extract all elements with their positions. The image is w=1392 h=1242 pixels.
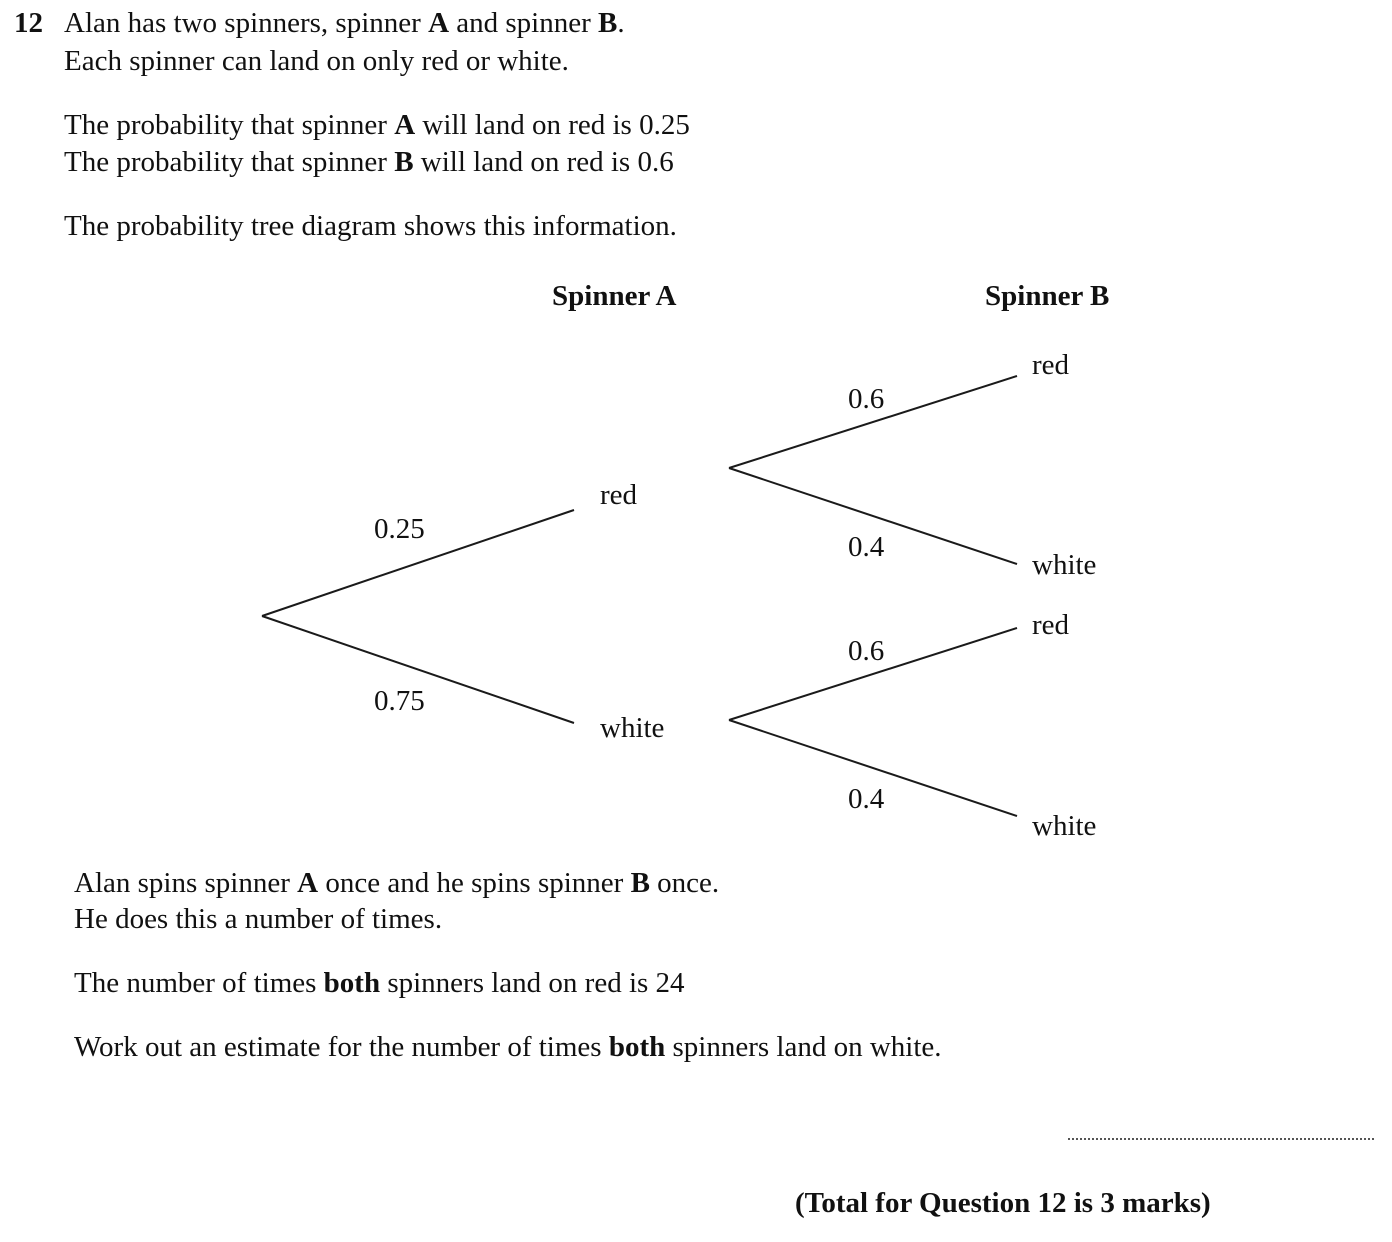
header-spinner-b: Spinner B — [985, 280, 1110, 312]
spin-line-1: Alan spins spinner A once and he spins spinner B once. — [74, 867, 720, 899]
label-red-then-red: red — [1032, 349, 1070, 381]
spin-line-2: He does this a number of times. — [74, 903, 443, 935]
label-white-then-white: white — [1032, 810, 1097, 842]
label-a-red: red — [600, 479, 638, 511]
question-number: 12 — [14, 7, 43, 39]
prob-a-red: 0.25 — [374, 513, 425, 545]
answer-line[interactable] — [1068, 1138, 1374, 1140]
probability-line-b: The probability that spinner B will land on red is 0.6 — [64, 146, 674, 178]
label-a-white: white — [600, 712, 665, 744]
intro-line-2: Each spinner can land on only red or white. — [64, 45, 569, 77]
task-line: Work out an estimate for the number of times both spinners land on white. — [74, 1031, 942, 1063]
prob-white-then-red: 0.6 — [848, 635, 885, 667]
label-red-then-white: white — [1032, 549, 1097, 581]
prob-white-then-white: 0.4 — [848, 783, 885, 815]
diagram-intro: The probability tree diagram shows this information. — [64, 210, 677, 242]
both-red-line: The number of times both spinners land on red is 24 — [74, 967, 685, 999]
prob-a-white: 0.75 — [374, 685, 425, 717]
prob-red-then-white: 0.4 — [848, 531, 885, 563]
prob-red-then-red: 0.6 — [848, 383, 885, 415]
intro-line-1: Alan has two spinners, spinner A and spinner B. — [64, 7, 625, 39]
probability-line-a: The probability that spinner A will land on red is 0.25 — [64, 109, 690, 141]
total-marks: (Total for Question 12 is 3 marks) — [795, 1187, 1211, 1219]
header-spinner-a: Spinner A — [552, 280, 677, 312]
label-white-then-red: red — [1032, 609, 1070, 641]
